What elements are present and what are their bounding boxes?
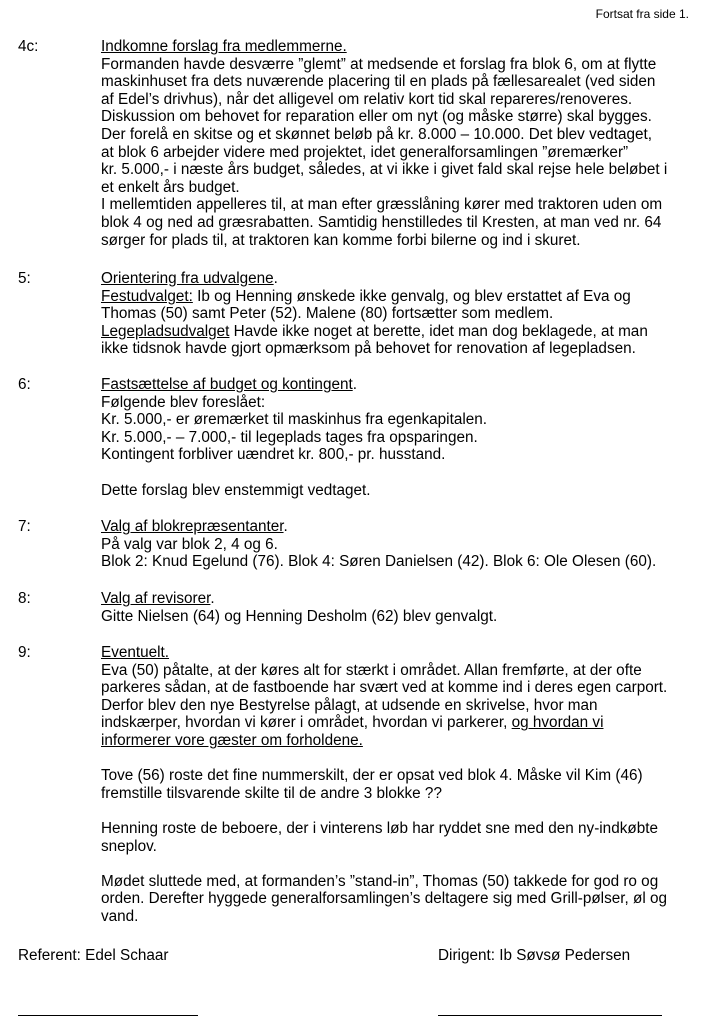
text-line: Kontingent forbliver uændret kr. 800,- pr. husstand.: [101, 446, 446, 464]
section-title: Indkomne forslag fra medlemmerne.: [101, 38, 347, 55]
section-number: 4c:: [18, 38, 39, 55]
title-suffix: .: [283, 518, 288, 535]
section-content: [101, 270, 701, 358]
text-line: at blok 6 arbejder videre med projektet, idet generalforsamlingen ”øremærker”: [101, 143, 629, 161]
text-span: Ib og Henning ønskede ikke genvalg, og blev erstattet af Eva og: [192, 287, 631, 305]
section-number: 8:: [18, 590, 31, 607]
text-line: sneplov.: [101, 837, 157, 855]
section-number: 7:: [18, 518, 31, 535]
text-line: blok 4 og ned ad græsrabatten. Samtidig henstilledes til Kresten, at man ved nr. 64: [101, 213, 662, 231]
underlined-text: informerer vore gæster om forholdene.: [101, 731, 363, 749]
text-line: Derfor blev den nye Bestyrelse pålagt, at udsende en skrivelse, hvor man: [101, 696, 598, 714]
text-line: sørger for plads til, at traktoren kan komme forbi bilerne og ind i skuret.: [101, 231, 581, 249]
section-title-line: [101, 270, 701, 288]
text-line: kr. 5.000,- i næste års budget, således, at vi ikke i givet fald skal rejse hele beløbet i: [101, 161, 668, 179]
section-content: [101, 38, 701, 249]
section-title: Orientering fra udvalgene: [101, 270, 274, 287]
dirigent-signature-line: [438, 1015, 662, 1016]
title-suffix: .: [352, 376, 357, 393]
text-span: indskærper, hvordan vi kører i området, hvordan vi parkerer,: [101, 714, 512, 732]
paragraph-gap: [101, 802, 701, 820]
section-title: Valg af blokrepræsentanter: [101, 518, 284, 535]
section-title: Fastsættelse af budget og kontingent: [101, 376, 353, 393]
text-line: Følgende blev foreslået:: [101, 393, 266, 411]
section-title: Valg af revisorer: [101, 590, 211, 607]
text-line: Eva (50) påtalte, at der køres alt for stærkt i området. Allan fremførte, at der ofte: [101, 661, 642, 679]
section-title-line: [101, 518, 701, 536]
text-line: Der forelå en skitse og et skønnet beløb på kr. 8.000 – 10.000. Det blev vedtaget,: [101, 125, 653, 143]
text-line: vand.: [101, 907, 139, 925]
text-line: [101, 323, 701, 341]
text-line: Blok 2: Knud Egelund (76). Blok 4: Søren Danielsen (42). Blok 6: Ole Olesen (60).: [101, 553, 657, 571]
subheading-legepladsudvalget: Legepladsudvalget: [101, 322, 230, 340]
text-line: Tove (56) roste det fine nummerskilt, der er opsat ved blok 4. Måske vil Kim (46): [101, 767, 643, 785]
text-span: Havde ikke noget at berette, idet man dog beklagede, at man: [229, 322, 648, 340]
section-content: [101, 518, 701, 571]
section-number: 5:: [18, 270, 31, 287]
section-number: 9:: [18, 644, 31, 661]
text-line: fremstille tilsvarende skilte til de andre 3 blokke ??: [101, 784, 442, 802]
text-line: ikke tidsnok havde gjort opmærksom på behovet for renovation af legepladsen.: [101, 340, 636, 358]
text-line: af Edel’s drivhus), når det alligevel om relativ kort tid skal repareres/renoveres.: [101, 90, 633, 108]
section-title-line: [101, 376, 701, 394]
text-line: [101, 714, 701, 732]
text-line: I mellemtiden appelleres til, at man efter græsslåning kører med traktoren uden om: [101, 196, 663, 214]
section-content: [101, 376, 701, 499]
text-line: et enkelt års budget.: [101, 178, 240, 196]
paragraph-gap: [101, 464, 701, 482]
text-line: Kr. 5.000,- – 7.000,- til legeplads tages fra opsparingen.: [101, 428, 478, 446]
text-line: Henning roste de beboere, der i vinterens løb har ryddet sne med den ny-indkøbte: [101, 819, 658, 837]
section-content: [101, 644, 701, 926]
subheading-festudvalget: Festudvalget:: [101, 287, 193, 305]
text-line: Mødet sluttede med, at formanden’s ”stand-in”, Thomas (50) takkede for god ro og: [101, 872, 659, 890]
text-line: På valg var blok 2, 4 og 6.: [101, 535, 278, 553]
text-line: parkeres sådan, at de fastboende har svært ved at komme ind i deres egen carport.: [101, 679, 668, 697]
text-line: Formanden havde desværre ”glemt” at medsende et forslag fra blok 6, om at flytte: [101, 55, 657, 73]
text-line: Thomas (50) samt Peter (52). Malene (80) fortsætter som medlem.: [101, 305, 554, 323]
text-line: orden. Derefter hyggede generalforsamlingen’s deltagere sig med Grill-pølser, øl og: [101, 890, 667, 908]
section-content: [101, 590, 701, 625]
text-line: [101, 288, 701, 306]
text-line: Dette forslag blev enstemmigt vedtaget.: [101, 481, 371, 499]
page-continuation-note: Fortsat fra side 1.: [595, 7, 689, 21]
section-title: Eventuelt.: [101, 644, 170, 661]
section-title-line: [101, 590, 701, 608]
paragraph-gap: [101, 855, 701, 873]
text-line: maskinhuset fra dets nuværende placering til en plads på fællesarealet (ved siden: [101, 73, 656, 91]
text-line: Kr. 5.000,- er øremærket til maskinhus fra egenkapitalen.: [101, 411, 487, 429]
dirigent-signature: Dirigent: Ib Søvsø Pedersen: [438, 947, 631, 964]
underlined-text: og hvordan vi: [511, 714, 604, 732]
section-number: 6:: [18, 376, 31, 393]
title-suffix: .: [210, 590, 215, 607]
referent-signature-line: [18, 1015, 198, 1016]
referent-signature: Referent: Edel Schaar: [18, 947, 169, 964]
text-line: Diskussion om behovet for reparation eller om nyt (og måske større) skal bygges.: [101, 108, 652, 126]
paragraph-gap: [101, 750, 701, 768]
text-line: Gitte Nielsen (64) og Henning Desholm (62) blev genvalgt.: [101, 607, 498, 625]
title-suffix: .: [273, 270, 278, 287]
